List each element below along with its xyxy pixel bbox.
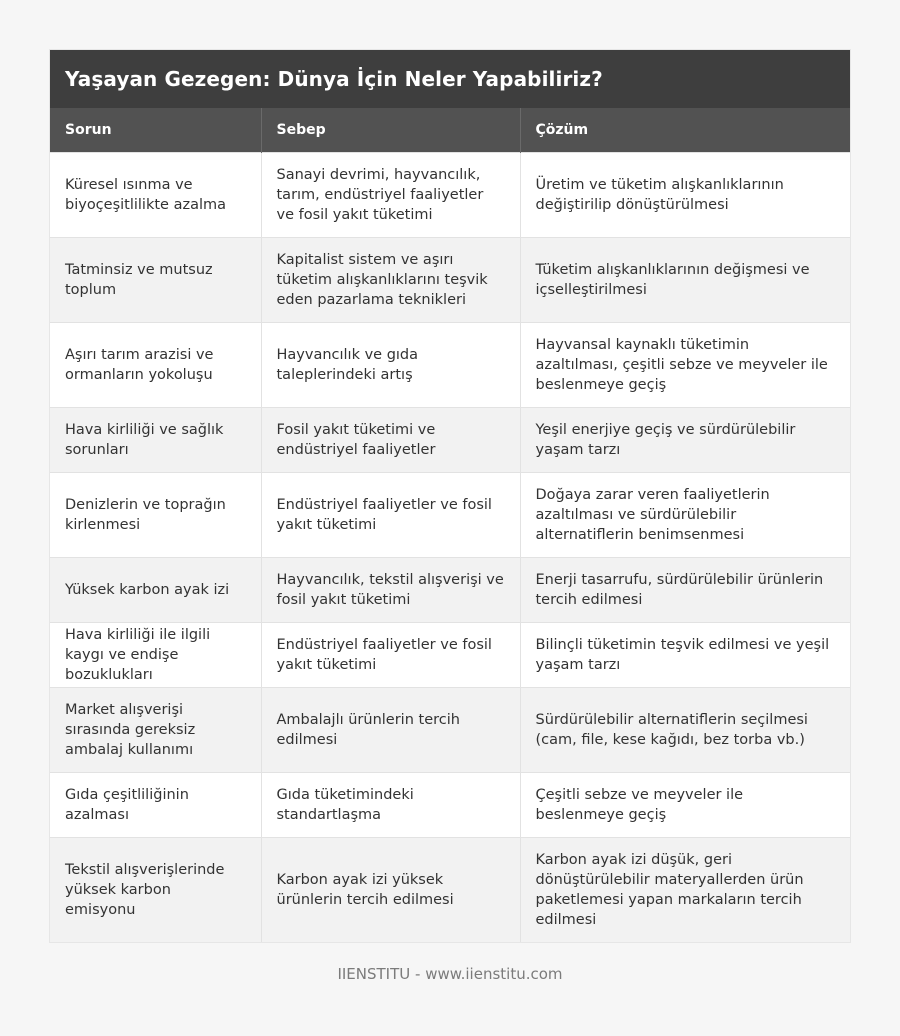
cell-sebep: Hayvancılık, tekstil alışverişi ve fosil yakıt tüketimi [261,557,520,622]
cell-sebep: Sanayi devrimi, hayvancılık, tarım, endüstriyel faaliyetler ve fosil yakıt tüketimi [261,152,520,237]
title-bar [50,50,850,108]
footer-credit: IIENSTITU - www.iienstitu.com [337,965,563,983]
cell-cozum: Yeşil enerjiye geçiş ve sürdürülebilir yaşam tarzı [520,407,850,472]
cell-cozum: Sürdürülebilir alternatiflerin seçilmesi (cam, file, kese kağıdı, bez torba vb.) [520,687,850,772]
cell-sebep: Ambalajlı ürünlerin tercih edilmesi [261,687,520,772]
table-row [50,687,850,772]
cell-sorun: Market alışverişi sırasında gereksiz ambalaj kullanımı [50,687,261,772]
table-row [50,622,850,687]
table-row [50,237,850,322]
cell-sebep: Endüstriyel faaliyetler ve fosil yakıt tüketimi [261,472,520,557]
table-row [50,322,850,407]
cell-cozum: Çeşitli sebze ve meyveler ile beslenmeye geçiş [520,772,850,837]
cell-sorun: Hava kirliliği ile ilgili kaygı ve endişe bozuklukları [50,622,261,687]
column-header-sorun: Sorun [65,121,112,138]
table-row [50,407,850,472]
cell-cozum: Tüketim alışkanlıklarının değişmesi ve içselleştirilmesi [520,237,850,322]
table-header-row [50,108,850,152]
column-header-sebep: Sebep [261,108,520,152]
cell-sorun: Aşırı tarım arazisi ve ormanların yokoluşu [50,322,261,407]
cell-sorun: Hava kirliliği ve sağlık sorunları [50,407,261,472]
cell-sebep: Hayvancılık ve gıda taleplerindeki artış [261,322,520,407]
cell-sorun: Denizlerin ve toprağın kirlenmesi [50,472,261,557]
cell-sorun: Tekstil alışverişlerinde yüksek karbon emisyonu [50,837,261,942]
cell-sebep: Kapitalist sistem ve aşırı tüketim alışkanlıklarını teşvik eden pazarlama teknikleri [261,237,520,322]
cell-sorun: Tatminsiz ve mutsuz toplum [50,237,261,322]
cell-cozum: Üretim ve tüketim alışkanlıklarının değiştirilip dönüştürülmesi [520,152,850,237]
cell-sebep: Fosil yakıt tüketimi ve endüstriyel faaliyetler [261,407,520,472]
cell-sebep: Karbon ayak izi yüksek ürünlerin tercih edilmesi [261,837,520,942]
cell-cozum: Enerji tasarrufu, sürdürülebilir ürünlerin tercih edilmesi [520,557,850,622]
cell-cozum: Doğaya zarar veren faaliyetlerin azaltılması ve sürdürülebilir alternatiflerin benimsenmesi [520,472,850,557]
table-row [50,472,850,557]
page-title: Yaşayan Gezegen: Dünya İçin Neler Yapabiliriz? [65,67,603,91]
data-table [50,108,850,942]
cell-sebep: Gıda tüketimindeki standartlaşma [261,772,520,837]
cell-cozum: Bilinçli tüketimin teşvik edilmesi ve yeşil yaşam tarzı [520,622,850,687]
cell-cozum: Karbon ayak izi düşük, geri dönüştürülebilir materyallerden ürün paketlemesi yapan markaların tercih edilmesi [520,837,850,942]
table-row [50,837,850,942]
table-row [50,557,850,622]
cell-sorun: Yüksek karbon ayak izi [50,557,261,622]
cell-cozum: Hayvansal kaynaklı tüketimin azaltılması, çeşitli sebze ve meyveler ile beslenmeye geçiş [520,322,850,407]
cell-sorun: Küresel ısınma ve biyoçeşitlilikte azalma [50,152,261,237]
table-card [50,50,850,942]
table-row [50,152,850,237]
column-header-cozum: Çözüm [520,108,850,152]
cell-sebep: Endüstriyel faaliyetler ve fosil yakıt tüketimi [261,622,520,687]
cell-sorun: Gıda çeşitliliğinin azalması [50,772,261,837]
table-row [50,772,850,837]
